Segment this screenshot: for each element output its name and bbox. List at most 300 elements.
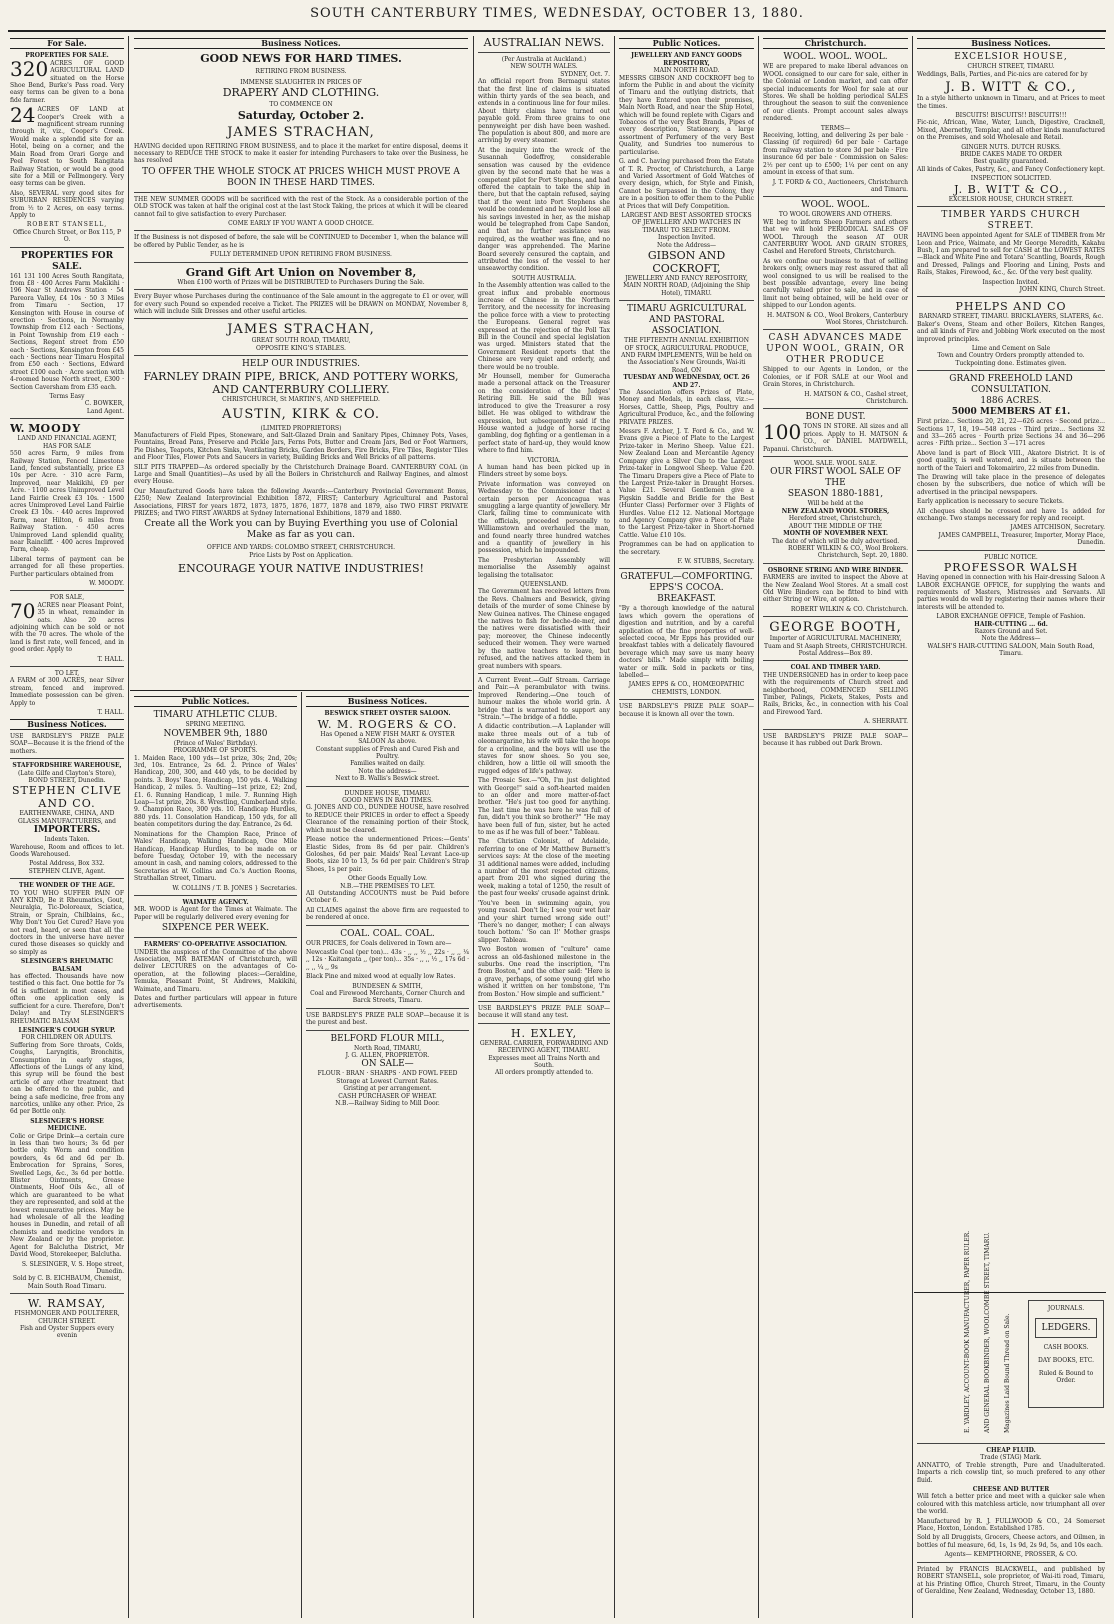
divider [763,660,908,661]
heading: OSBORNE STRING AND WIRE BINDER. [767,566,904,574]
section-header: Christchurch. [763,38,908,49]
divider [917,206,1105,207]
heading: WOOL. WOOL. [801,200,870,211]
emphasis: COME EARLY IF YOU WANT A GOOD CHOICE. [228,220,374,228]
advert-text: SILT PITS TRAPPED—As ordered specially by the Christchurch Drainage Board. CANTERBURY COAL (in Large and Small Quantities)—As used by all the Boilers in Christchurch and Railway Engines, and almost every House. [134,463,468,486]
heading: FARNLEY DRAIN PIPE, BRICK, AND POTTERY WORKS, AND CANTERBURY COLLIERY. [143,370,459,397]
price: SIXPENCE PER WEEK. [161,923,270,934]
advert-text: Fish and Oyster Suppers every evenin [19,1324,115,1340]
address: Next to B. Wallis's Beswick street. [335,775,440,783]
signature: F. W. STUBBS, Secretary. [677,557,754,565]
advert-text: Weddings, Balls, Parties, and Pic-nics are catered for by [917,70,1088,78]
subheading: IMMENSE SLAUGHTER IN PRICES OF [240,78,362,86]
firm-name: J. B. WITT & CO., [945,80,1077,96]
product-name: SLESINGER'S HORSE MEDICINE. [30,1117,104,1133]
price-list: Please notice the undermentioned Prices:—Gents' Elastic Sides, from 8s 6d per pair. Children's Goloshes, 6d per pair. Maids' Real Levant Lace-up Boots, size 10 to 13, 5s 6d per pair. Children's Strap Shoes, 1s per pair. [306,836,469,873]
news-paragraph: Private information was conveyed on Wednesday to the Commissioner that a certain person per Aconcagua was smuggling a large quantity of jewellery. Mr Clark, failing time to communicate with the officials, proceeded personally to Williamstown and overhauled the man, and found nearly three hundred watches and a quantity of jewellery in his possession, which he impounded. [478,480,610,555]
heading: CHEESE AND BUTTER [972,1486,1050,1494]
firm-name: J. B. WITT & CO., [954,182,1068,196]
subheading: (LIMITED PROPRIETORS) [260,424,342,432]
advert-text: Will be held at the [807,500,864,508]
divider [134,355,468,356]
news-paragraph: A didactic contribution.—A Laplander will make three meals out of a tub of oleomargarine, his wife will take the hoops for a crinoline, and the boys will use the staves for snow shoes. So you see, children, how a little oil will smooth the rugged edges of life's pathway. [478,723,610,775]
soap-advert: USE BARDSLEY'S PRIZE PALE SOAP—Because it is the friend of the mothers. [10,732,124,755]
divider [917,550,1105,551]
advert-text: Also, SEVERAL very good sites for SUBURBAN RESIDENCES varying from ½ to 2 Acres, on easy terms. Apply to [10,189,124,219]
heading: COAL AND TIMBER YARD. [790,664,881,672]
yardley-vertical-advert [960,1230,1026,1435]
subheading: TERMS— [820,124,851,132]
advert-text: MR. WOOD is Agent for the Times at Waimate. The Paper will be regularly delivered every evening for [134,906,297,921]
heading: GINGER NUTS. DUTCH RUSKS. [961,143,1061,151]
advert-text: All cheques should be crossed and have 1s added for exchange. Two stamps necessary for reply and receipt. [917,507,1105,523]
news-paragraph: Mr Hounsell, member for Gumeracha made a personal attack on the Treasurer on the consideration of the Judges' Retiring Bill. He said the Bill was introduced to give the Treasurer a rosy billet. He was obliged to withdraw the expression, but subsequently said if the House wanted a judge of horse racing gambling, dog fighting or a gentleman in a perfect state of hard-up, they would know where to find him. [478,373,610,455]
divider [10,418,124,419]
slogan: ENCOURAGE YOUR NATIVE INDUSTRIES! [178,562,424,576]
section-header: Business Notices. [10,719,124,730]
indents: Indents Taken. [44,836,90,844]
column-annatto [917,1440,1105,1618]
heading: BELFORD FLOUR MILL, [330,1033,445,1044]
divider [763,456,908,457]
firm-name: W. M. ROGERS & CO. [317,717,458,731]
divider [134,262,468,263]
advert-text: TO YOU WHO SUFFER PAIN OF ANY KIND, Be it Rheumatics, Gout, Neuralgia, Tic-Doloreaux, Sciatica, Strain, or Sprain, Chilblains, &c., Why Don't You Get Cured? Have you not read, heard, or seen that all the doctors in the universe have never cured those diseases so quickly and so simply as [10,889,124,956]
firm-name: BUNDESEN & SMITH, [352,982,423,990]
column-public-notices [134,694,297,1618]
firm-subtitle: JEWELLERY AND FANCY REPOSITORY, MAIN NORTH ROAD, (Adjoining the Ship Hotel), TIMARU. [623,274,750,297]
advert-text: Fic-nic, African, Wine, Water, Lunch, Digestive, Cracknell, Mixed, Abernethy, Templar, and all other kinds manufactured on the Premises, and sold Wholesale and Retail. [917,119,1105,142]
heading: TIMBER YARDS CHURCH STREET. [941,210,1081,232]
sports-list: 1. Maiden Race, 100 yds—1st prize, 30s; 2nd, 20s; 3rd, 10s. Entrance, 2s 6d. 2. Prince of Wales' Handicap, 200, 300, and 440 yds, to be decided by points. 3. Boys' Race, Handicap, 150 yds. 4. Walking Handicap, 2 miles. 5. Vaulting—1st prize, £2; 2nd, £1. 6. Running Handicap, 1 mile. 7. Running High Leap—1st prize, 20s. 8. Wrestling, Cumberland style. 9. Champion Race, 300 yds. 10. Handicap Hurdles, 880 yds. 11. Consolation Handicap, 150 yds, for all beaten competitors during the day. Entrance, 2s 6d. [134,754,297,829]
agent-address: Office Church Street, or Box 115, P O. [13,228,121,244]
subheading: TO WOOL GROWERS AND OTHERS. [778,211,893,219]
subheading: FOR CHILDREN OR ADULTS. [21,1034,113,1042]
advert-text: Manufactured by R. J. FULLWOOD & CO., 24 Somerset Place, Hoxton, London. Established 1785. [917,1517,1105,1533]
advert-text: Town and Country Orders promptly attended to. [937,352,1085,360]
advert-text: ANNATTO, of Treble strength, Pure and Unadulterated. Imparts a rich cowslip tint, so much prefered to any other fluid. [917,1461,1105,1484]
column-for-sale [10,36,124,1618]
divider [306,925,469,926]
section-header: Business Notices. [134,38,468,49]
soap-advert: USE BARDSLEY'S PRIZE PALE SOAP—because it will stand any test. [478,1004,610,1020]
advert-text: A FARM of 300 ACRES, near Silver stream, fenced and improved. Immediate possession can be given. Apply to [10,677,124,707]
moody-terms: Liberal terms of payment can be arranged for all these properties. Further particulars obtained from [10,555,124,578]
advert-text: THE UNDERSIGNED has in order to keep pace with the requirements of Church street and neighborhood, COMMENCED SELLING Timber, Palings, Pickets, Stakes, Posts and Rails, Bricks, &c., in connection with his Coal and Firewood Yard. [763,671,908,716]
firm-subtitle: GENERAL CARRIER, FORWARDING AND RECEIVING AGENT, TIMARU. [479,1039,609,1055]
moody-name: W. MOODY [10,422,82,436]
advert-text: "By a thorough knowledge of the natural laws which govern the operations of digestion and nutrition, and by a careful application of the fine properties of well-selected cocoa, Mr Epps has provided our breakfast tables with a delicately flavoured beverage which may save us many heavy doctors' bills." Made simply with boiling water or milk. Sold in packets or tins, labelled— [619,605,754,680]
price: HAIR-CUTTING ... 6d. [974,620,1048,628]
signature: H. MATSON & CO., Cashel street, Christchurch. [804,390,908,406]
column-australian-news [478,36,610,1618]
signature: JAMES EPPS & CO., HOMŒOPATHIC CHEMISTS, LONDON. [628,681,745,696]
advert-text: Having opened in connection with his Hair-dressing Saloon A LABOR EXCHANGE OFFICE, for supplying the wants and requirements of Masters, Mistresses and Servants. All parties would do well by registering their names where their interests will be attended to. [917,574,1105,611]
coal-price-list: Newcastle Coal (per ton)... 43s · ,, ,, ½ ,, 22s · ,, ,, ¼ ,, 12s · Kaitangata ,, (per ton)... 35s · ,, ,, ½ ,, 17s 6d · ,, ,, ¼ ,, 9s [306,948,469,971]
sold-by: Sold by C. B. EICHBAUM, Chemist, Main South Road Timaru. [12,1275,122,1290]
divider [134,895,297,896]
address: Hereford street, Christchurch, [788,515,883,523]
heading: EXCELSIOR HOUSE, [954,52,1068,63]
soap-advert: USE BARDSLEY'S PRIZE PALE SOAP—because it is known all over the town. [619,703,754,718]
proprietor: J. G. ALLEN, PROPRIETOR. [345,1052,430,1060]
advert-text: Inspection Invited. [657,234,716,242]
heading: HELP OUR INDUSTRIES. [242,359,360,370]
heading: JEWELLERY AND FANCY GOODS REPOSITORY, [631,52,742,67]
agents: Agents— KEMPTHORNE, PROSSER, & CO. [944,1551,1078,1559]
property-list: 161 131 100 Acres South Rangitata, from £8 · 400 Acres Farm Makikihi · 196 Near St Andrews Station · 54 Pareora Valley, £4 10s · 50 3 Miles from Timaru · Section, 17 Kensington with House in course of erection · Sections, in Normanby Township from £12 each · Sections, in Point Township from £19 each · Sections, Regent street from £50 each · Sections, Kensington from £45 each · Sections near Timaru Hospital from £50 each · Sections, Edward street £100 each · Acre section with 4-roomed house North street, £300 · Section Caversham from £35 each. [10,272,124,391]
advert-text: Constant supplies of Fresh and Cured Fish and Poultry. [315,745,460,761]
divider [10,878,124,879]
advert-text: G. and C. having purchased from the Estate of T. R. Proctor, of Christchurch, a Large and Varied Assortment of Gold Watches of every design, which, for Style and Finish, Cannot be Surpassed in the Colony, they are in a position to offer them to the Public at Prices that will Defy Competition. [619,158,754,210]
subheading: MAIN NORTH ROAD. [653,67,720,75]
signature: STEPHEN CLIVE, Agent. [28,867,106,875]
advert-text: Inspection Invited. [982,278,1040,286]
column-public-notices-2 [619,36,754,1618]
advert: 70 ACRES near Pleasant Point, 35 in wheat, remainder in oats. Also 20 acres adjoining which can be sold or not with the 70 acres. The whole of the land is first rate, well fenced, and in good order. Apply to [10,598,124,654]
advert-text: All Outstanding ACCOUNTS must be Paid before October 6. [306,889,469,905]
agent-role: Land Agent. [86,407,124,415]
firm-subtitle: EXCELSIOR HOUSE, CHURCH STREET. [948,195,1074,203]
ruled-label: Ruled & Bound to Order. [1038,1370,1094,1384]
divider [10,758,124,759]
divider [763,408,908,409]
divider [619,568,754,569]
advert-text: Storage at Lowest Current Rates. [336,1077,439,1085]
advert-text: OUR PRICES, for Coals delivered in Town are— [306,939,452,947]
advert-text: Razors Ground and Set. [974,627,1048,635]
region-heading: VICTORIA. [527,456,561,464]
venue: NEW ZEALAND WOOL STORES, [781,507,890,515]
column-divider [301,692,302,1618]
firm-subtitle: BARNARD STREET, TIMARU. BRICKLAYERS, SLATERS, &c. [918,313,1104,321]
masthead-rule [8,30,1106,32]
divider [10,247,124,248]
heading: GRAND FREEHOLD LAND CONSULTATION. [949,374,1073,396]
advert-text: Note the address— [358,767,417,775]
signature: W. MOODY. [89,580,124,587]
column-divider [758,36,759,1618]
day-books-label: DAY BOOKS, ETC. [1038,1357,1094,1364]
vertical-text: Magazines Laid Bound Thread on Sale. [1004,1313,1011,1433]
column-christchurch [763,36,908,1618]
address: North Road, TIMARU, [353,1044,422,1052]
prize-list: Messrs F. Archer, J. T. Ford & Co., and W. Evans give a Piece of Plate to the Largest Prize-taker in Merino Sheep. Value £21. New Zealand Loan and Mercantile Agency Company give a Silver Cup to the Largest Prize-taker in Longwool Sheep. Value £20. The Timaru Drapers give a Piece of Plate to the Largest Prize-taker in Draught Horses. Value £21. Several Gentlemen give a Pigskin Saddle and Bridle for the Best (Hunter Class) Performer over 3 Flights of Hurdles. Value £12 12. National Mortgage and Agency Company give a Piece of Plate to the Largest Prize-taker in Short-horned Cattle. Value £10 10s. [619,428,754,539]
dateline: SYDNEY, Oct. 7. [560,70,610,78]
divider [763,616,908,617]
advert-text: Other Goods Equally Low. [347,875,428,883]
heading: COAL. COAL. COAL. [340,928,435,939]
firm-name: STEPHEN CLIVE AND CO. [11,784,123,811]
signature: JOHN KING, Church Street. [1019,285,1105,293]
divider [134,230,468,231]
trade-mark: Trade (STAG) Mark. [980,1454,1042,1462]
section-header: Business Notices. [917,38,1105,49]
signature: J. T. FORD & CO., Auctioneers, Christchurch and Timaru. [772,178,908,193]
signature: ROBERT WILKIN & CO., Wool Brokers. Christchurch, Sept. 20, 1880. [788,544,908,560]
heading: DRAPERY AND CLOTHING. [222,86,380,100]
cash-books-label: CASH BOOKS. [1043,1344,1089,1351]
advert-text: Dates and further particulars will appear in future advertisements. [134,995,297,1010]
divider [130,690,472,691]
signature: T. HALL. [97,655,124,663]
firm-subtitle: EARTHENWARE, CHINA, AND GLASS MANUFACTURERS, and [18,810,116,825]
divider [917,296,1105,297]
heading: BISCUITS! BISCUITS!! BISCUITS!!! [955,112,1067,120]
advert-text: Manufacturers of Field Pipes, Stoneware, and Salt-Glazed Drain and Sanitary Pipes, Chimney Pots, Vases, Fountains, Bread Pans, Preserve and Pickle Jars, Ferns Pots, Butter and Cream Jars, Bed or Foot Warmers, Pie Dishes, Teapots, Kitchen Sinks, Ventilating Bricks, Garden Borders, Fire Bricks, Fire Tiles, Register Tiles and Floor Tiles, Flower Pots and Saucers in variety, Building Bricks and Well Bricks of all patterns. [134,431,468,462]
advert-text: THE NEW SUMMER GOODS will be sacrificed with the rest of the Stock. As a considerable portion of the OLD STOCK was taken at half the original cost at the last Stock Taking, the prices at which it will be cleared cannot fail to give satisfaction to every Purchaser. [134,195,468,218]
advert-text: MESSRS GIBSON AND COCKROFT beg to inform the Public in and about the vicinity of Timaru and the outlying districts, that they have Entered upon their premises, Main North Road, and near the Ship Hotel, which will be found replete with Cigars and Tobaccos of the very Best Brands, Pipes of every description, Stationery, a large assortment of Perfumery of the very Best Quality, and Sundries too numerous to particularise. [619,74,754,156]
advert-text: The date of which will be duly advertised. [771,537,900,545]
advert: 100 TONS IN STORE. All sizes and all prices. Apply to H. MATSON & CO., or DANIEL MAYDWELL, Papanui. Christchurch. [763,420,908,453]
news-paragraph: In the Assembly attention was called to the great influx and probable enormous increase of Chinese in the Northern Territory, and the necessity for increasing the police force with a view to protecting the Europeans. General regret was expressed at the rejection of the Poll Tax Bill in the Council and special legislation was urged. Ministers stated that the Government Resident reports that the Chinese are very quiet and orderly, and there would be no trouble. [478,282,610,371]
advert-text: Tuckpointing done. Estimates given. [955,359,1067,367]
firm-subtitle: FISHMONGER AND POULTERER, CHURCH STREET. [14,1310,120,1325]
advert-text: N.B.—THE PREMISES TO LET. [340,882,435,890]
advert-text: As we confine our business to that of selling brokers only, owners may rest assured that all wool consigned to us will be realised to the best possible advantage, every line being carefully valued prior to sale, and in case of limit not being obtained, will be held over or shipped to our London agents. [763,257,908,310]
divider [10,590,124,591]
section-header: For Sale. [10,38,124,49]
section-header: AUSTRALIAN NEWS. [483,36,605,49]
advert-text: All CLAIMS against the above firm are requested to be rendered at once. [306,906,469,922]
advert: 320 ACRES OF GOOD AGRICULTURAL LAND situated on the Horse Shoe Bend, Burke's Pass road. Very easy terms can be given to a bona fide farmer. [10,56,124,104]
section-header: Public Notices. [134,696,297,707]
divider [619,699,754,700]
advert-text: Note the Address— [656,241,717,249]
divider [134,289,468,290]
signature: JAMES AITCHISON, Secretary. [1010,524,1105,532]
advert: 24 ACRES OF LAND at Cooper's Creek with a magnificent stream running through it, viz., Cooper's Creek. Would make a splendid site for an Hotel, being on a corner, and the Main Road from Orari Gorge and Peel Forest to South Rangitata Railway Station, or would be a good site for a Mill or Fellmongery. Very easy terms can be given. [10,103,124,188]
advert-text: Best quality guaranteed. [973,158,1049,166]
subheading: ON SALE— [361,1059,414,1070]
column-divider [912,36,913,1618]
heading: TIMARU AGRICULTURAL AND PASTORAL ASSOCIATION. [626,304,747,337]
acreage: 1886 ACRES. [980,396,1042,407]
importers: IMPORTERS. [33,825,101,836]
product-name: LESINGER'S COUGH SYRUP. [18,1026,116,1034]
address: OPPOSITE KING'S STABLES. [256,344,346,352]
divider [478,1001,610,1002]
firm-name: H. EXLEY, [510,1026,578,1040]
heading: TIMARU ATHLETIC CLUB. [153,710,278,721]
heading: BESWICK STREET OYSTER SALOON. [324,710,451,718]
advert-text: Baker's Ovens, Steam and other Boilers, Kitchen Ranges, and all kinds of Fire and Jobbing Work executed on the most improved principles. [917,320,1105,343]
news-paragraph: A human hand has been picked up in Flinders street by some boys. [478,463,610,479]
advert-text: has effected. Thousands have now testified o this fact. One bottle for 7s 6d is sufficient in most cases, and often one application only is sufficient for a cure. Therefore, Don't Delay! and Try SLESINGER'S RHEUMATIC BALSAM [10,973,124,1025]
prize-list: First prize... Sections 20, 21, 22—626 acres · Second prize... Sections 17, 18, 19—548 acres · Third prize... Sections 32 and 33—265 acres · Fourth prize Sections 34 and 36—296 acres · Fifth prize... Section 3 —171 acres [917,418,1105,448]
divider [763,196,908,197]
firm-name: W. RAMSAY, [27,1297,107,1311]
soap-advert: USE BARDSLEY'S PRIZE PALE SOAP—because it has rubbed out Dark Brown. [763,732,908,748]
vertical-text: E. YARDLEY, ACCOUNT-BOOK MANUFACTURER, PAPER RULER. [964,1230,971,1433]
ledger-illustration [1028,1300,1104,1408]
divider [134,192,468,193]
merchant-name: JAMES STRACHAN, [227,124,375,140]
address: GREAT SOUTH ROAD, TIMARU, [251,337,351,345]
advert-text: Sold by all Druggists, Grocers, Cheese actors, and Oilmen, in bottles of ful measure, 6d, 1s, 1s 9d, 2s 9d, 5s, and 10s each. [917,1534,1105,1549]
column-divider [473,36,474,1618]
heading: BRIDE CAKES MADE TO ORDER [960,151,1062,159]
heading: GOOD NEWS FOR HARD TIMES. [200,52,402,66]
news-paragraph: An official report from Bermagui states that the first line of claims is situated within thirty yards of the sea beach, and extends in a continuous line for four miles. About thirty claims have turned out payable gold. From three grains to one pennyweight per dish have been washed. The population is about 800, and more are arriving by every steamer. [478,78,610,145]
product-list: FLOUR · BRAN · SHARPS · AND FOWL FEED [317,1070,458,1078]
advert-text: The Drawing will take place in the presence of delegates chosen by the subscribers, due notice of which will be advertised in the principal newspapers. [917,474,1105,496]
heading: PROPERTIES FOR SALE. [20,250,114,272]
prize-text: When £100 worth of Prizes will be DISTRIBUTED to Purchasers During the Sale. [177,278,425,286]
firm-name: PHELPS AND CO [955,300,1067,314]
heading: PUBLIC NOTICE. [984,553,1038,561]
divider [917,1562,1105,1563]
advert-text: Lime and Cement on Sale [971,344,1051,352]
divider [478,1023,610,1024]
firm-subtitle: Importer of AGRICULTURAL MACHINERY, Tuam and St Asaph Streets, CHRISTCHURCH. [763,635,907,650]
divider [917,1443,1105,1444]
firm-name: GIBSON AND COCKROFT, [647,248,726,275]
heading: CASH ADVANCES MADE UPON WOOL, GRAIN, OR OTHER PRODUCE [766,333,905,366]
divider [10,1293,124,1294]
divider [306,1030,469,1031]
advert-text: N.B.—Railway Siding to Mill Door. [335,1100,440,1108]
emphasis: FULLY DETERMINED UPON RETIRING FROM BUSINESS. [210,251,392,259]
heading: THE WONDER OF THE AGE. [19,882,115,890]
slogan: Create all the Work you can by Buying Everthing you use of Colonial Make as far as you can. [144,519,458,541]
masthead: SOUTH CANTERBURY TIMES, WEDNESDAY, OCTOBER 13, 1880. [310,6,804,21]
agent-name: C. BOWKER, [84,400,124,408]
heading: WAIMATE AGENCY. [182,898,249,906]
subheading: TO COMMENCE ON [269,101,333,109]
advert-text: All orders promptly attended to. [494,1069,594,1077]
advert-text: If the Business is not disposed of before, the sale will be CONTINUED to December 1, when the balance will be offered by Public Tender, as he is [134,234,468,249]
news-paragraph: 'You've been in swimming again, you young rascal. Don't lie; I see your wet hair and your shirt turned wrong side out!' 'There's no danger, mother; I can always touch bottom.' 'So can I!' Mother grasps slipper. Tableau. [478,899,610,944]
address: WALSH'S HAIR-CUTTING SALOON, Main South Road, Timaru. [927,642,1095,658]
news-paragraph: A Current Event.—Gulf Stream. Carriage and Pair.—A perambulator with twins. Improved Rendering.—One touch of humour makes the whole world grin. A bridge that is warranted to support any "Strain."—The bridge of a fiddle. [478,676,610,721]
advert-text: Note the Address— [981,635,1041,643]
subheading: (Late Gilfe and Clayton's Store), BOND STREET, Dunedin. [17,769,117,784]
advert-text: Nominations for the Champion Race, Prince of Wales' Handicap, Walking Handicap, One Mile Handicap, Handicap Hurdles, to be made on or before Tuesday, October 19, with the necessary amount in cash, and naming colors, addressed to the Secretaries at W. Collins and Co.'s Auction Rooms, Strathallan Street, Timaru. [134,830,297,883]
divider [478,52,610,53]
signature: ROBERT WILKIN & CO. Christchurch. [790,605,908,613]
offer-text: TO OFFER THE WHOLE STOCK AT PRICES WHICH MUST PROVE A BOON IN THESE HARD TIMES. [142,166,460,188]
column-business-notices-2 [917,36,1105,1286]
subheading: GOOD NEWS IN BAD TIMES. [342,797,433,805]
subheading: (Per Australia at Auckland.) [501,56,587,63]
advert-text: Has Opened a NEW FISH MART & OYSTER SALOON As above. [320,730,455,746]
advert-text: Families waited on daily. [350,760,425,768]
signature: T. HALL. [97,709,124,717]
advert-text: LABOR EXCHANGE OFFICE, Temple of Fashion. [936,613,1086,621]
advert-text: INSPECTION SOLICITED. [970,175,1052,183]
signature: S. SLESINGER, V. S. Hope street, Dunedin. [21,1260,124,1275]
emphasis: LARGEST AND BEST ASSORTED STOCKS OF JEWELLERY AND WATCHES IN TIMARU TO SELECT FROM. [621,211,752,234]
price-lists: Price Lists by Post on Application. [249,551,353,559]
advert-text: G. JONES AND CO., DUNDEE HOUSE, have resolved to REDUCE their PRICES in order to effect a Speedy Clearance of the remaining portion of their Stock, which must be cleared. [306,804,469,834]
subheading: PROGRAMME OF SPORTS. [173,747,258,755]
terms: Terms Easy [49,393,85,401]
members: 5000 MEMBERS AT £1. [951,407,1071,418]
region-heading: SOUTH AUSTRALIA. [511,274,577,282]
divider [619,300,754,301]
advert-text: Black Pine and mixed wood at equally low Rates. [306,973,456,981]
date: NOVEMBER 9th, 1880 [163,728,268,739]
heading: Grand Gift Art Union on November 8, [185,265,417,279]
news-paragraph: At the inquiry into the wreck of the Susannah Godeffroy, considerable sensation was caused by the evidence given by the second mate that he was a competent pilot for Port Stephens, and had offered the captain to take the ship in there, but that the captain refused, saying that if the went into Port Stephens she would be condemned and he would lose all his savings invested in her, as the mishap would be telegraphed from Cape Sandon, and that no further assistance was required, as the weather was fine, and no danger was apprehended. The Marine Board severely censured the captain, and attributed the loss of the vessel to her unseaworthy condition. [478,146,610,273]
signature: H. MATSON & CO., Wool Brokers, Canterbury Wool Stores, Christchurch. [767,311,908,326]
ledgers-label: LEDGERS. [1035,1318,1097,1338]
date: MONTH OF NOVEMBER NEXT. [783,530,888,538]
news-paragraph: The Government has received letters from the Revs. Chalmers and Beswick, giving details of the murder of some Chinese by New Guinea natives. The Chinese engaged the natives to fish for beche-de-mer, and the natives were dissatisfied with their pay; moreover, the Chinese indecently seduced their women. They were warned by the native teachers to leave, but refused, and the natives attacked them in great numbers with spears. [478,588,610,670]
advert-text: The Association offers Prizes of Plate, Money and Medals, in each class, viz.:—Horses, Cattle, Sheep, Pigs, Poultry and Agricultural Produce, &c., and the following PRIVATE PRIZES. [619,389,754,426]
advert-text: Above land is part of Block VIII., Akatore District. It is of good quality, is well watered, and is situate between the north of the Taieri and Tokomairiro, 22 miles from Dunedin. [917,449,1105,472]
postal-address: Postal Address, Box 332. [29,860,105,868]
signature: W. COLLINS / T. B. JONES } Secretaries. [172,884,297,892]
advert-text: Shipped to our Agents in London, or the Colonies, or if FOR SALE at our Wool and Grain Stores, in Christchurch. [763,366,908,389]
heading: STAFFORDSHIRE WAREHOUSE, [12,762,122,770]
heading: FARMERS' CO-OPERATIVE ASSOCIATION. [144,941,287,949]
advert-text: Suffering from Sore throats, Colds, Coughs, Laryngitis, Bronchitis, Consumption in early stages, Affections of the Lungs of any kind, this syrup will be found the best article of any other treatment that can be offered to the public, and being a safe medicine, free from any narcotics, unlike any other. Price, 2s 6d per Bottle only. [10,1041,124,1116]
advert-text: CASH PURCHASER OF WHEAT. [338,1092,437,1100]
heading: WOOL. WOOL. WOOL. [783,52,888,63]
advert-text: In a style hitherto unknown in Timaru, and at Prices to meet the times. [917,95,1105,110]
news-paragraph: The Prosaic Sex.—"Oh, I'm just delighted with George!" said a soft-hearted maiden to an older and more matter-of-fact brother. "He's just too good for anything. The last time he was here he was full of fun, didn't you think so brother?" "He may have been full of fun, sister, but he acted to me as if he was full of beer." Tableau. [478,777,610,837]
advert-text: WE beg to inform Sheep Farmers and others that we will hold PERIODICAL SALES OF WOOL Through the season AT OUR CANTERBURY WOOL AND GRAIN STORES, Cashel and Hereford Streets, Christchurch. [763,218,908,256]
region-heading: NEW SOUTH WALES. [510,63,578,71]
divider [10,666,124,667]
heading: OUR FIRST WOOL SALE OF THE [770,467,901,489]
advert-text: THE FIFTEENTH ANNUAL EXHIBITION OF STOCK, AGRICULTURAL PRODUCE, AND FARM IMPLEMENTS, Will be held on the Association's New Grounds, Wai-iti Road, ON [621,337,752,374]
section-header: Business Notices. [306,696,469,707]
imprint: Printed by FRANCIS BLACKWELL, and published by ROBERT STANSELL, sole proprietor, of Wai-iti road, Timaru, at his Printing Office, Church Street, Timaru, in the County of Geraldine, New Zealand, Wednesday, October 13, 1880. [917,1565,1105,1595]
region-heading: QUEENSLAND. [519,581,569,589]
advert-text: HAVING decided upon RETIRING FROM BUSINESS, and to place it the market for entire disposal, deems it necessary to REDUCE THE STOCK to make it easier for intending Purchasers to take over the Business, he has resolved [134,142,468,165]
advert-text: Will fetch a better price and meet with a quicker sale when coloured with this matchless article, now triumphant all over the world. [917,1493,1105,1516]
column-divider [128,36,129,1618]
column-strachan [134,36,468,686]
divider [763,329,908,330]
subheading: CHRISTCHURCH, St MARTIN'S, AND SHEFFIELD. [222,396,380,404]
advert-text: Expresses meet all Trains North and South. [488,1054,600,1069]
advert-text: Our Manufactured Goods have taken the following Awards:—Canterbury Provincial Government Bonus, £250; New Zealand Interprovincial Exhibition 1872, FIRST; Canterbury Agricultural and Pastoral Associations, FIRST for years 1872, 1873, 1875, 1876, 1877, 1878 and 1879, also TWO FIRST PRIVATE PRIZES; and TWO FIRST AWARDS at Sydney International Exhibitions, 1879 and 1880. [134,487,468,517]
subheading: RETIRING FROM BUSINESS. [255,68,347,76]
advert-text: Gristing at per arrangement. [343,1085,432,1093]
advert-text: HAVING been appointed Agent for SALE of TIMBER from Mr Leon and Price, Waimate, and Mr George Meredith, Kakahu Bush, I am prepared to sell for CASH at the LOWEST RATES—Black and White Pine and Totara' Scantling, Boards, Rough and Dressed, Palings and Flooring and Lining, Posts and Rails, Stakes, Firewood, &c., &c. Of the very best quality. [917,232,1105,277]
journals-label: JOURNALS. [1047,1305,1085,1312]
advert-text: All kinds of Cakes, Pastry, &c., and Fancy Confectionery kept. [917,165,1105,173]
moody-list: 550 acres Farm, 9 miles from Railway Station, Fencod Limestone Land, fenced substantially, price £3 10s per Acre. · 310 acre Farm, Improved, near Makikihi, £9 per Acre. · 1100 acres Unimproved Level Land Fairlie Creek £3 10s. · 1500 acres Unimproved Level Land Fairlie Creek £3 10s. · 440 acres Improved Farm, near Hilton, 6 miles from Railway Station. · 450 acres Unimproved Land splendid quality, near Raincliff. · 400 acres Improved Farm, cheap. [10,450,124,554]
firm-subtitle: Coal and Firewood Merchants, Corner Church and Barck Streets, Timaru. [310,990,465,1005]
advert-text: Early application is necessary to secure Tickets. [917,498,1064,506]
address: OFFICE AND YARDS: COLOMBO STREET, CHRISTCHURCH. [206,544,396,552]
divider [917,370,1105,371]
heading: FOR SALE, [49,594,85,602]
heading: WOOL SALE. WOOL SALE. [793,460,878,468]
date: TUESDAY AND WEDNESDAY, OCT. 26 AND 27. [623,374,750,389]
product-name: SLESINGER'S RHEUMATIC BALSAM [20,958,114,973]
advert-text: FARMERS are invited to inspect the Above at the New Zealand Wool Stores. At a small cost Old Wire Binders can be fitted to bind with either String or Wire, at option. [763,574,908,604]
divider [134,937,297,938]
advert-text: Colic or Gripe Drink—a certain cure in less than two hours; 3s 6d per bottle only. Worm and condition powders, 4s 6d and 6d per lb. Embrocation for Sprains, Sores, Swelled Legs, &c., 3s 6d per bottle. Blister Ointments, Grease Ointments, Hoof Oils &c., all of which are guaranteed to be what they are represented, and sold at the lowest remunerative prices. May be had wholesale of all the leading houses in Dunedin, and retail of all chemists and medicine vendors in New Zealand or by the proprietor. Agent for Balclutha District, Mr David Wood, Storekeeper, Balclutha. [10,1132,124,1259]
subheading: (Prince of Wales' Birthday). [173,739,258,747]
address: CHURCH STREET, TIMARU. [967,63,1055,71]
merchant-name: JAMES STRACHAN, [227,322,375,338]
heading: GRATEFUL—COMFORTING. EPPS'S COCOA. BREAKFAST. [620,572,753,605]
warehouse-text: Warehouse, Room and offices to let. Goods Warehoused. [10,843,124,858]
advert-text: Programmes can be had on application to the secretary. [619,541,754,556]
divider [763,729,908,730]
heading: TO LET, [54,670,80,678]
news-paragraph: The Christian Colonist, of Adelaide, referring to one of Mr Matthew Burnett's services says: At the close of the meeting 31 additional names were added, including a number of the most respected citizens, apart from 201 who signed during the week, making a total of 1250, the result of the past four weeks' crusade against drink. [478,838,610,898]
advert-text: ABOUT THE MIDDLE OF THE [788,522,883,530]
subheading: SPRING MEETING. [185,721,246,729]
